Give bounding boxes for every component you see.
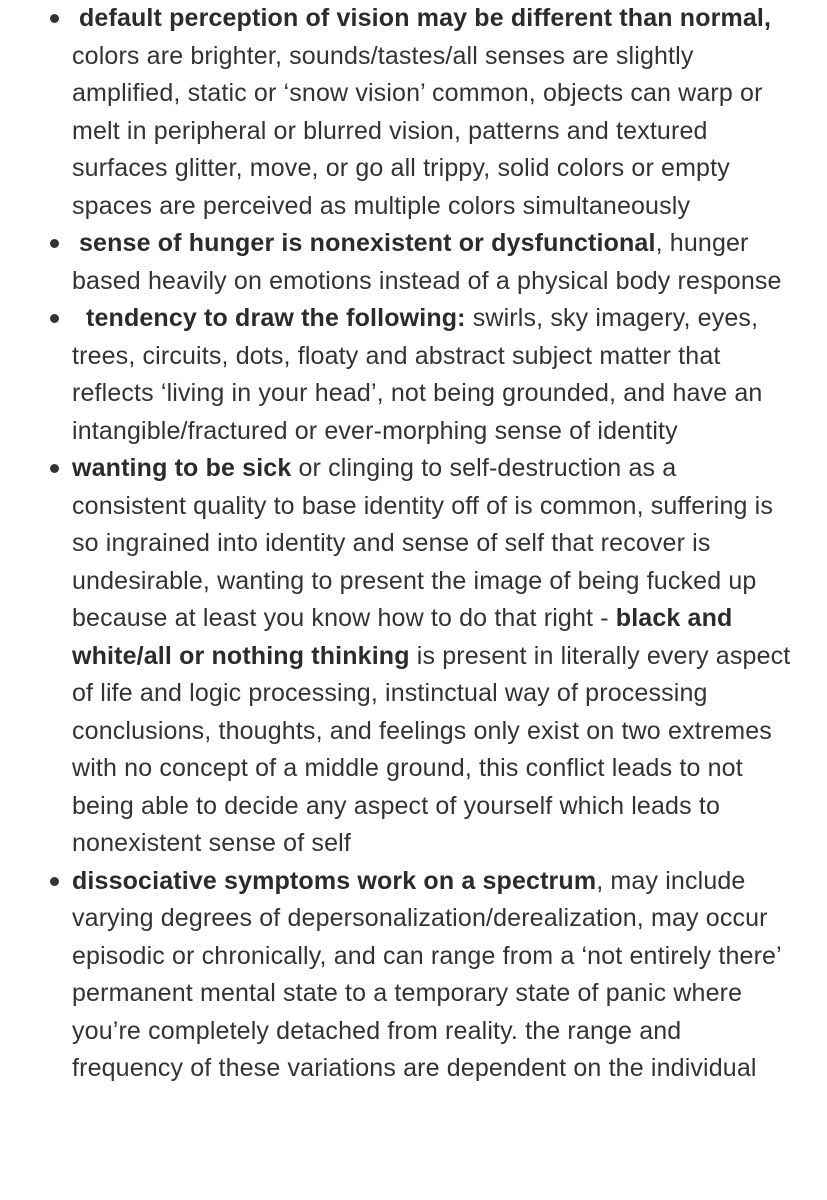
item-body-text: or clinging to self-destruction as a consistent quality to base identity off of is common, suffering is so ingrained into identity and sense of self that recover is undesirable, wanting to present the image of being fucked up because at least you know how to do that right -: [72, 454, 774, 632]
item-body-text: , may include varying degrees of depersonalization/derealization, may occur episodic or chronically, and can range from a ‘not entirely there’ permanent mental state to a temporary state of panic where you’re completely detached from reality. the range and frequency of these variations are dependent on the individual: [72, 866, 781, 1082]
list-item-drawing: [0, 300, 827, 450]
item-body-text: swirls, sky imagery, eyes, trees, circuits, dots, floaty and abstract subject matter that reflects ‘living in your head’, not being grounded, and have an intangible/fractured or ever-morphing sense of identity: [72, 304, 763, 445]
item-bold-text: sense of hunger is nonexistent or dysfunctional: [79, 229, 656, 257]
bullet-dot: [50, 464, 59, 473]
item-body-text-2: is present in literally every aspect of life and logic processing, instinctual way of processing conclusions, thoughts, and feelings only exist on two extremes with no concept of a middle ground, this conflict leads to not being able to decide any aspect of yourself which leads to nonexistent sense of self: [72, 641, 791, 857]
bullet-dot: [50, 239, 59, 248]
list-item-vision: [0, 0, 827, 225]
list-item-sick: [0, 450, 827, 863]
bullet-dot: [50, 314, 59, 323]
item-body-text: , hunger based heavily on emotions instead of a physical body response: [72, 229, 782, 295]
item-bold-text: tendency to draw the following:: [86, 304, 466, 332]
item-bold-text: default perception of vision may be different than normal,: [79, 4, 772, 32]
item-bold-text-2: black and white/all or nothing thinking: [72, 604, 733, 670]
list-item-hunger: [0, 225, 827, 300]
bullet-dot: [50, 14, 59, 23]
item-bold-text: wanting to be sick: [72, 454, 292, 482]
item-bold-text: dissociative symptoms work on a spectrum: [72, 866, 597, 895]
item-body-text: colors are brighter, sounds/tastes/all senses are slightly amplified, static or ‘snow vision’ common, objects can warp or melt in peripheral or blurred vision, patterns and textured surfaces glitter, move, or go all trippy, solid colors or empty spaces are perceived as multiple colors simultaneously: [72, 41, 763, 220]
bullet-dot: [50, 877, 59, 886]
list-item-dissociative: [0, 863, 827, 1088]
